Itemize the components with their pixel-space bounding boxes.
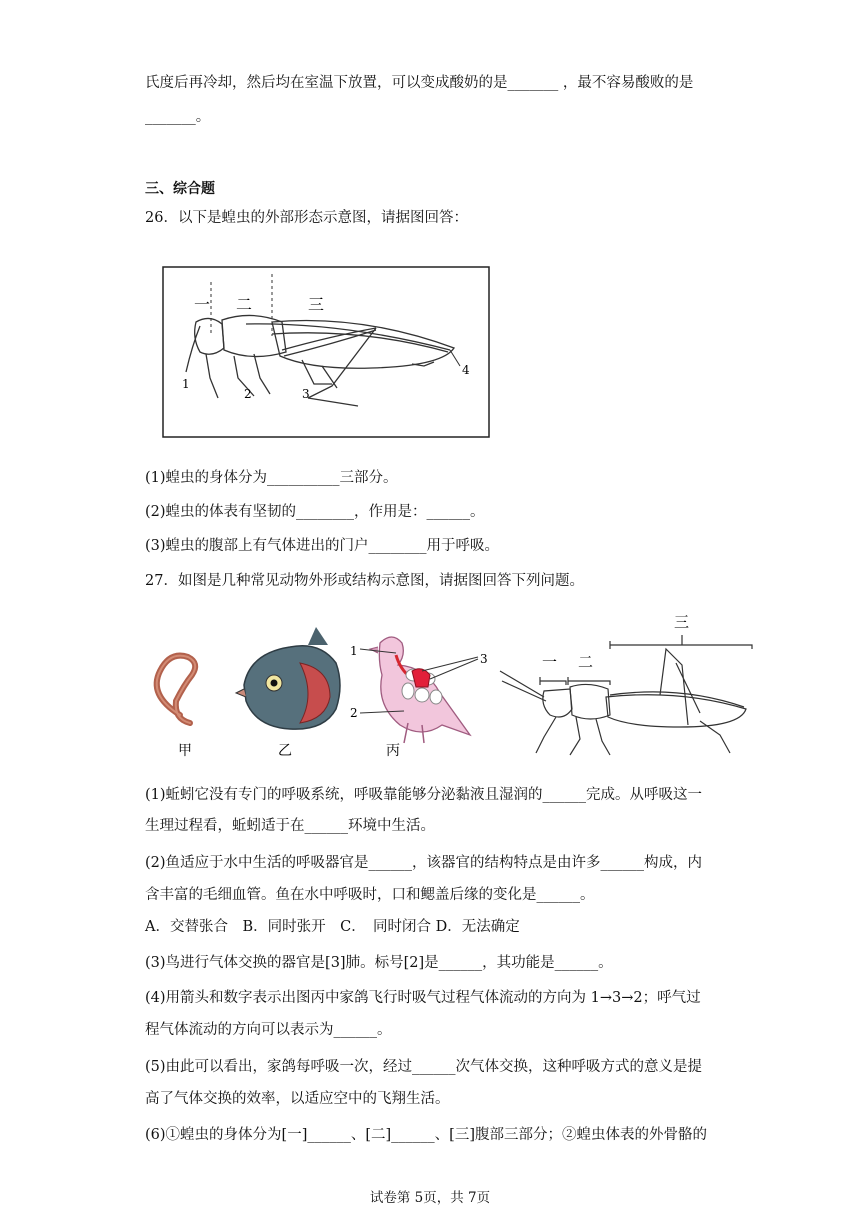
question-26-3: (3)蝗虫的腹部上有气体进出的门户________用于呼吸。 [145,538,500,554]
question-27: 27．如图是几种常见动物外形或结构示意图，请据图回答下列问题。 [145,573,584,589]
caption-bing: 丙 [386,743,400,759]
question-27-1b: 生理过程看，蚯蚓适于在______环境中生活。 [145,818,435,834]
earthworm-illustration [157,656,195,723]
fig1-region-1: 一 [194,295,211,314]
animals-figure [140,605,760,765]
question-27-2-options: A．交替张合 B．同时张开 C． 同时闭合 D．无法确定 [145,919,520,935]
question-27-2b: 含丰富的毛细血管。鱼在水中呼吸时，口和鳃盖后缘的变化是______。 [145,887,595,903]
fig2-region-2: 二 [578,653,594,671]
question-27-3: (3)鸟进行气体交换的器官是[3]肺。标号[2]是______，其功能是______。 [145,955,613,971]
grasshopper-2-illustration [500,635,752,755]
fig1-part-1: 1 [182,377,190,391]
question-27-4b: 程气体流动的方向可以表示为______。 [145,1022,392,1038]
question-26-2: (2)蝗虫的体表有坚韧的________，作用是：______。 [145,504,485,520]
question-27-4a: (4)用箭头和数字表示出图丙中家鸽飞行时吸气过程气体流动的方向为 1→3→2；呼气过 [145,990,701,1006]
caption-jia: 甲 [178,743,192,759]
fig1-part-3: 3 [302,387,310,401]
caption-yi: 乙 [278,743,292,759]
question-27-6: (6)①蝗虫的身体分为[一]______、[二]______、[三]腹部三部分；②蝗虫体表的外骨骼的 [145,1127,707,1143]
fig1-region-2: 二 [236,295,253,314]
fig1-part-2: 2 [244,387,252,401]
fig2-region-3: 三 [674,613,690,631]
fig1-part-4: 4 [462,363,470,377]
question-27-5a: (5)由此可以看出，家鸽每呼吸一次，经过______次气体交换，这种呼吸方式的意义是提 [145,1059,703,1075]
page-footer: 试卷第 5页，共 7页 [369,1190,491,1206]
question-27-2a: (2)鱼适应于水中生活的呼吸器官是______，该器官的结构特点是由许多______构成，内 [145,855,703,871]
section-heading: 三、综合题 [145,181,215,197]
question-27-5b: 高了气体交换的效率，以适应空中的飞翔生活。 [145,1091,450,1107]
pigeon-illustration [360,637,478,743]
pigeon-label-2: 2 [350,706,358,720]
text-line-2: _______。 [145,109,211,125]
text-line-1: 氏度后再冷却，然后均在室温下放置，可以变成酸奶的是_______ ，最不容易酸败的是 [145,75,694,91]
grasshopper-figure [162,266,490,438]
question-26-1: (1)蝗虫的身体分为__________三部分。 [145,470,398,486]
fig2-region-1: 一 [542,653,558,671]
fish-head-illustration [236,627,340,729]
pigeon-label-1: 1 [350,644,358,658]
question-26: 26．以下是蝗虫的外部形态示意图，请据图回答： [145,210,468,226]
fig1-region-3: 三 [308,295,325,314]
pigeon-label-3: 3 [480,652,488,666]
question-27-1a: (1)蚯蚓它没有专门的呼吸系统，呼吸靠能够分泌黏液且湿润的______完成。从呼吸这一 [145,787,703,803]
